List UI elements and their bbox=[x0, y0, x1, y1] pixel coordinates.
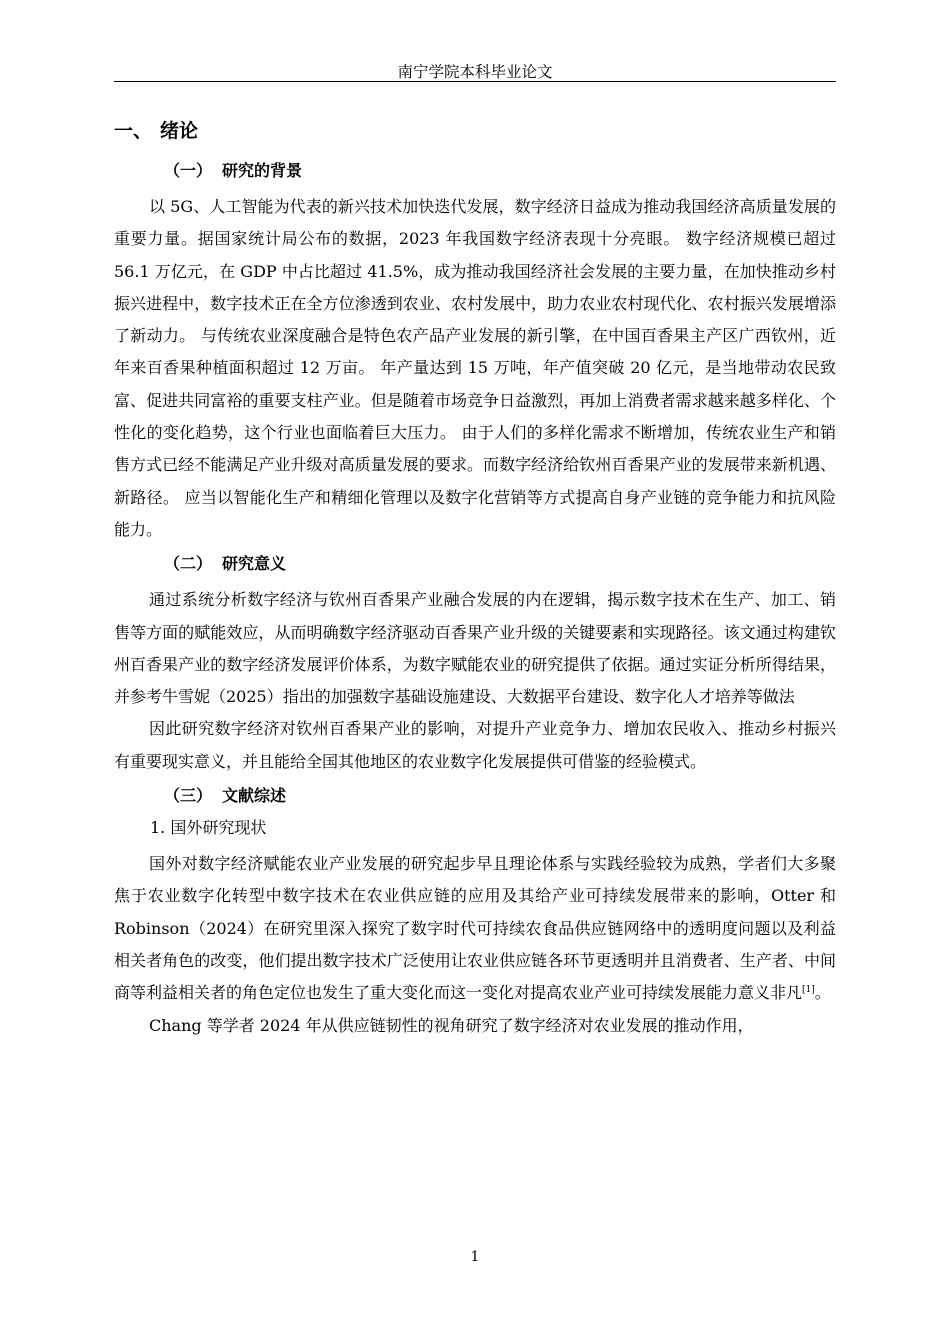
paragraph-literature-1 bbox=[114, 848, 836, 1009]
section-number: 一、 bbox=[114, 120, 153, 142]
section-heading bbox=[114, 117, 836, 145]
section-title: 绪论 bbox=[160, 120, 199, 142]
page-body bbox=[114, 117, 836, 1042]
subsection-heading-literature bbox=[164, 784, 836, 808]
page-header: 南宁学院本科毕业论文 bbox=[397, 63, 553, 81]
subsection-number: （二） bbox=[164, 554, 213, 574]
header-rule bbox=[114, 81, 836, 82]
subsection-heading-significance bbox=[164, 552, 836, 576]
subsection-number: （三） bbox=[164, 786, 213, 806]
subsection-title: 研究的背景 bbox=[222, 161, 303, 180]
subsection-title: 研究意义 bbox=[222, 554, 287, 574]
subsection-heading-background bbox=[164, 159, 836, 183]
paragraph-literature-2: Chang 等学者 2024 年从供应链韧性的视角研究了数字经济对农业发展的推动作用， bbox=[149, 1015, 754, 1035]
paragraph-text: 国外对数字经济赋能农业产业发展的研究起步早且理论体系与实践经验较为成熟，学者们大多聚焦于农业数字化转型中数字技术在农业供应链的应用及其给产业可持续发展带来的影响，Otter 和 Robinson（2024）在研究里深入探究了数字时代可持续农食品供应链网络中的透明度问题以及利益相关者角色的改变，他们提出数字技术广泛使用让农业供应链各环节更透明并且消费者、生产者、中间商等利益相关者的角色定位也发生了重大变化而这一变化对提高农业产业可持续发展能力意义非凡 bbox=[114, 854, 836, 1003]
paragraph-background: 以 5G、人工智能为代表的新兴技术加快迭代发展，数字经济日益成为推动我国经济高质量发展的重要力量。据国家统计局公布的数据，2023 年我国数字经济表现十分亮眼。 数字经济规模已超过 56.1 万亿元，在 GDP 中占比超过 41.5%，成为推动我国经济社会发展的主要力量，在加快推动乡村振兴进程中，数字技术正在全方位渗透到农业、农村发展中，助力农业农村现代化、农村振兴发展增添了新动力。 与传统农业深度融合是特色农产品产业发展的新引擎，在中国百香果主产区广西钦州，近年来百香果种植面积超过 12 万亩。 年产量达到 15 万吨，年产值突破 20 亿元，是当地带动农民致富、促进共同富裕的重要支柱产业。但是随着市场竞争日益激烈，再加上消费者需求越来越多样化、个性化的变化趋势，这个行业也面临着巨大压力。 由于人们的多样化需求不断增加，传统农业生产和销售方式已经不能满足产业升级对高质量发展的要求。而数字经济给钦州百香果产业的发展带来新机遇、新路径。 应当以智能化生产和精细化管理以及数字化营销等方式提高自身产业链的竞争能力和抗风险能力。 bbox=[114, 197, 836, 539]
sub-subsection-heading: 1. 国外研究现状 bbox=[150, 818, 267, 838]
paragraph-significance-1: 通过系统分析数字经济与钦州百香果产业融合发展的内在逻辑，揭示数字技术在生产、加工、销售等方面的赋能效应，从而明确数字经济驱动百香果产业升级的关键要素和实现路径。该文通过构建钦州百香果产业的数字经济发展评价体系，为数字赋能农业的研究提供了依据。通过实证分析所得结果，并参考牛雪妮（2025）指出的加强数字基础设施建设、大数据平台建设、数字化人才培养等做法 bbox=[114, 590, 836, 707]
paragraph-significance-2: 因此研究数字经济对钦州百香果产业的影响，对提升产业竞争力、增加农民收入、推动乡村振兴有重要现实意义，并且能给全国其他地区的农业数字化发展提供可借鉴的经验模式。 bbox=[114, 719, 836, 771]
subsection-title: 文献综述 bbox=[222, 786, 287, 806]
paragraph-end: 。 bbox=[814, 983, 831, 1003]
citation-marker: [1] bbox=[802, 985, 815, 996]
subsection-number: （一） bbox=[164, 161, 213, 180]
page-number: 1 bbox=[470, 1249, 480, 1265]
